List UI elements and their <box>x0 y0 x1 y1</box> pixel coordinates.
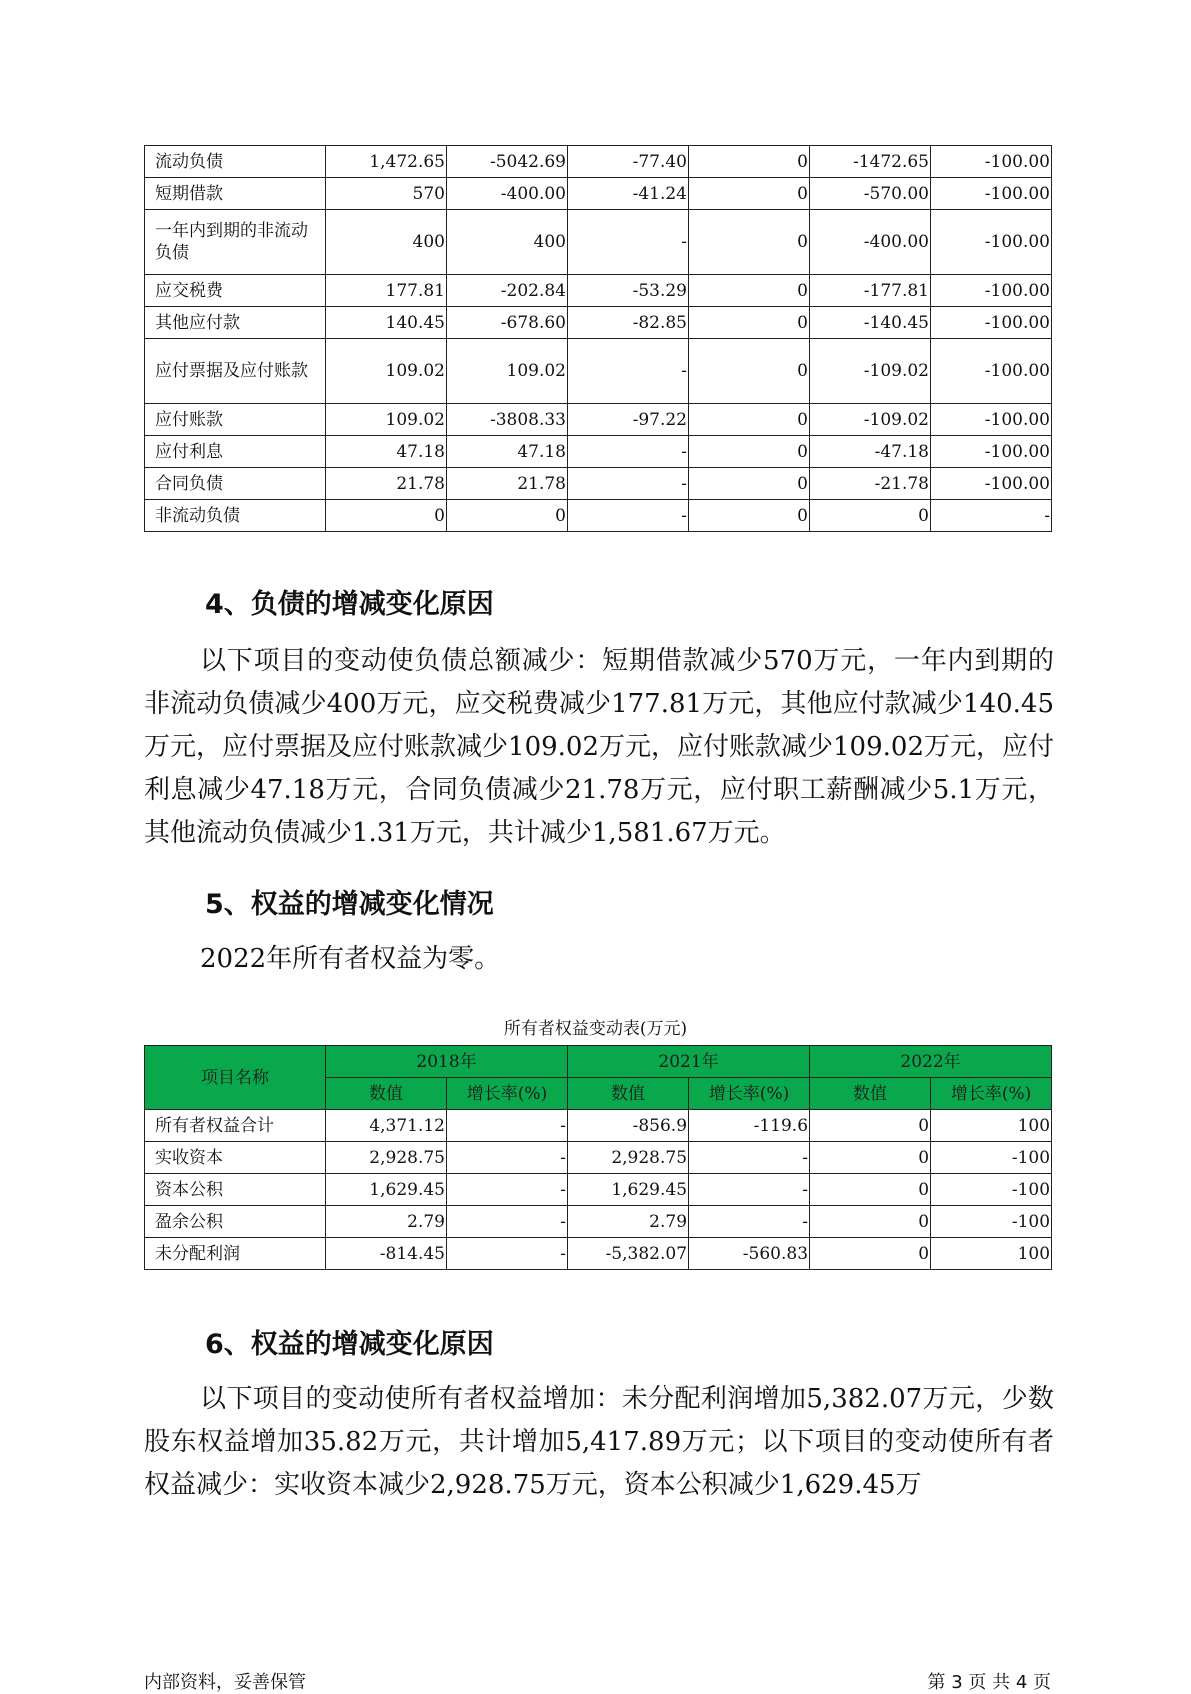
table-row <box>145 146 1052 178</box>
cell-value: 0 <box>689 146 810 178</box>
cell-value: 109.02 <box>326 339 447 404</box>
table-row <box>145 178 1052 210</box>
cell-value: 100 <box>931 1110 1052 1142</box>
cell-value: - <box>931 500 1052 532</box>
section4-heading: 4、负债的增减变化原因 <box>205 589 494 620</box>
cell-value: -100.00 <box>931 404 1052 436</box>
table-row <box>145 404 1052 436</box>
cell-value: 47.18 <box>326 436 447 468</box>
cell-value: - <box>447 1238 568 1270</box>
cell-value: - <box>447 1142 568 1174</box>
cell-value: -570.00 <box>810 178 931 210</box>
section4-paragraph: 以下项目的变动使负债总额减少：短期借款减少570万元，一年内到期的非流动负债减少400万元，应交税费减少177.81万元，其他应付款减少140.45万元，应付票据及应付账款减少109.02万元，应付账款减少109.02万元，应付利息减少47.18万元，合同负债减少21.78万元，应付职工薪酬减少5.1万元，其他流动负债减少1.31万元，共计减少1,581.67万元。 <box>144 646 1054 848</box>
equity-header-row-years <box>145 1046 1052 1078</box>
cell-value: -109.02 <box>810 339 931 404</box>
table-row <box>145 1206 1052 1238</box>
cell-value: 140.45 <box>326 307 447 339</box>
cell-value: - <box>447 1206 568 1238</box>
table-row <box>145 339 1052 404</box>
cell-value: -202.84 <box>447 275 568 307</box>
row-label: 所有者权益合计 <box>145 1110 326 1142</box>
row-label: 应付利息 <box>145 436 326 468</box>
cell-value: - <box>568 339 689 404</box>
section5-paragraph: 2022年所有者权益为零。 <box>200 944 501 974</box>
equity-header-rate: 增长率(%) <box>931 1078 1052 1110</box>
cell-value: 400 <box>447 210 568 275</box>
table-row <box>145 307 1052 339</box>
table-row <box>145 1110 1052 1142</box>
cell-value: -100.00 <box>931 178 1052 210</box>
equity-header-year-2021: 2021年 <box>568 1046 810 1078</box>
cell-value: 1,472.65 <box>326 146 447 178</box>
equity-header-year-2018: 2018年 <box>326 1046 568 1078</box>
cell-value: -100 <box>931 1174 1052 1206</box>
footer-confidential-note: 内部资料，妥善保管 <box>144 1672 306 1693</box>
cell-value: 0 <box>689 436 810 468</box>
row-label: 合同负债 <box>145 468 326 500</box>
cell-value: 4,371.12 <box>326 1110 447 1142</box>
cell-value: -856.9 <box>568 1110 689 1142</box>
footer-page-number: 第 3 页 共 4 页 <box>927 1672 1051 1693</box>
cell-value: -119.6 <box>689 1110 810 1142</box>
cell-value: -100.00 <box>931 307 1052 339</box>
equity-table-caption: 所有者权益变动表(万元) <box>503 1019 688 1039</box>
cell-value: -100.00 <box>931 275 1052 307</box>
cell-value: 400 <box>326 210 447 275</box>
table-row <box>145 1238 1052 1270</box>
cell-value: - <box>447 1174 568 1206</box>
equity-header-year-2022: 2022年 <box>810 1046 1052 1078</box>
equity-header-value: 数值 <box>810 1078 931 1110</box>
row-label: 其他应付款 <box>145 307 326 339</box>
cell-value: 100 <box>931 1238 1052 1270</box>
cell-value: 1,629.45 <box>326 1174 447 1206</box>
cell-value: -97.22 <box>568 404 689 436</box>
cell-value: -47.18 <box>810 436 931 468</box>
cell-value: 0 <box>810 1110 931 1142</box>
cell-value: - <box>447 1110 568 1142</box>
row-label: 应付票据及应付账款 <box>145 339 326 404</box>
liabilities-table-body <box>145 146 1052 532</box>
cell-value: -3808.33 <box>447 404 568 436</box>
table-row <box>145 1142 1052 1174</box>
row-label: 应付账款 <box>145 404 326 436</box>
cell-value: -814.45 <box>326 1238 447 1270</box>
cell-value: 0 <box>689 404 810 436</box>
cell-value: 0 <box>689 178 810 210</box>
cell-value: 2,928.75 <box>326 1142 447 1174</box>
cell-value: -5042.69 <box>447 146 568 178</box>
cell-value: 177.81 <box>326 275 447 307</box>
cell-value: -82.85 <box>568 307 689 339</box>
cell-value: - <box>568 210 689 275</box>
cell-value: - <box>689 1206 810 1238</box>
row-label: 实收资本 <box>145 1142 326 1174</box>
liabilities-table <box>144 145 1052 532</box>
cell-value: -41.24 <box>568 178 689 210</box>
table-row <box>145 275 1052 307</box>
table-row <box>145 1174 1052 1206</box>
cell-value: 0 <box>810 1174 931 1206</box>
cell-value: 0 <box>326 500 447 532</box>
cell-value: 0 <box>810 500 931 532</box>
cell-value: -100.00 <box>931 436 1052 468</box>
cell-value: 109.02 <box>447 339 568 404</box>
cell-value: 0 <box>689 275 810 307</box>
cell-value: -560.83 <box>689 1238 810 1270</box>
cell-value: -109.02 <box>810 404 931 436</box>
cell-value: -100 <box>931 1142 1052 1174</box>
cell-value: 0 <box>810 1206 931 1238</box>
cell-value: -177.81 <box>810 275 931 307</box>
section6-heading: 6、权益的增减变化原因 <box>205 1329 494 1360</box>
table-row <box>145 468 1052 500</box>
row-label: 流动负债 <box>145 146 326 178</box>
equity-header-item: 项目名称 <box>145 1046 326 1110</box>
equity-header-rate: 增长率(%) <box>447 1078 568 1110</box>
cell-value: 109.02 <box>326 404 447 436</box>
cell-value: -400.00 <box>810 210 931 275</box>
section6-paragraph: 以下项目的变动使所有者权益增加：未分配利润增加5,382.07万元，少数股东权益增加35.82万元，共计增加5,417.89万元；以下项目的变动使所有者权益减少：实收资本减少2,928.75万元，资本公积减少1,629.45万 <box>144 1384 1054 1500</box>
equity-header-value: 数值 <box>568 1078 689 1110</box>
cell-value: -21.78 <box>810 468 931 500</box>
cell-value: 1,629.45 <box>568 1174 689 1206</box>
row-label: 盈余公积 <box>145 1206 326 1238</box>
cell-value: - <box>568 436 689 468</box>
row-label: 应交税费 <box>145 275 326 307</box>
table-row <box>145 210 1052 275</box>
cell-value: -140.45 <box>810 307 931 339</box>
cell-value: 2.79 <box>568 1206 689 1238</box>
cell-value: 0 <box>689 210 810 275</box>
cell-value: 0 <box>810 1238 931 1270</box>
cell-value: -100.00 <box>931 210 1052 275</box>
cell-value: -1472.65 <box>810 146 931 178</box>
cell-value: 0 <box>689 339 810 404</box>
equity-table <box>144 1045 1052 1270</box>
cell-value: 2.79 <box>326 1206 447 1238</box>
cell-value: 0 <box>689 468 810 500</box>
row-label: 一年内到期的非流动负债 <box>145 210 326 275</box>
table-row <box>145 500 1052 532</box>
section5-heading: 5、权益的增减变化情况 <box>205 889 494 920</box>
equity-table-body <box>145 1110 1052 1270</box>
cell-value: - <box>689 1142 810 1174</box>
cell-value: 21.78 <box>447 468 568 500</box>
cell-value: - <box>568 468 689 500</box>
cell-value: 0 <box>689 500 810 532</box>
cell-value: 0 <box>689 307 810 339</box>
cell-value: -100.00 <box>931 146 1052 178</box>
equity-header-rate: 增长率(%) <box>689 1078 810 1110</box>
equity-header-value: 数值 <box>326 1078 447 1110</box>
row-label: 短期借款 <box>145 178 326 210</box>
cell-value: 21.78 <box>326 468 447 500</box>
cell-value: -678.60 <box>447 307 568 339</box>
cell-value: -5,382.07 <box>568 1238 689 1270</box>
cell-value: 2,928.75 <box>568 1142 689 1174</box>
cell-value: -100.00 <box>931 339 1052 404</box>
table-row <box>145 436 1052 468</box>
cell-value: 47.18 <box>447 436 568 468</box>
cell-value: -400.00 <box>447 178 568 210</box>
cell-value: 570 <box>326 178 447 210</box>
row-label: 非流动负债 <box>145 500 326 532</box>
cell-value: - <box>689 1174 810 1206</box>
cell-value: -53.29 <box>568 275 689 307</box>
cell-value: - <box>568 500 689 532</box>
cell-value: 0 <box>810 1142 931 1174</box>
row-label: 未分配利润 <box>145 1238 326 1270</box>
cell-value: 0 <box>447 500 568 532</box>
cell-value: -100.00 <box>931 468 1052 500</box>
row-label: 资本公积 <box>145 1174 326 1206</box>
cell-value: -100 <box>931 1206 1052 1238</box>
cell-value: -77.40 <box>568 146 689 178</box>
